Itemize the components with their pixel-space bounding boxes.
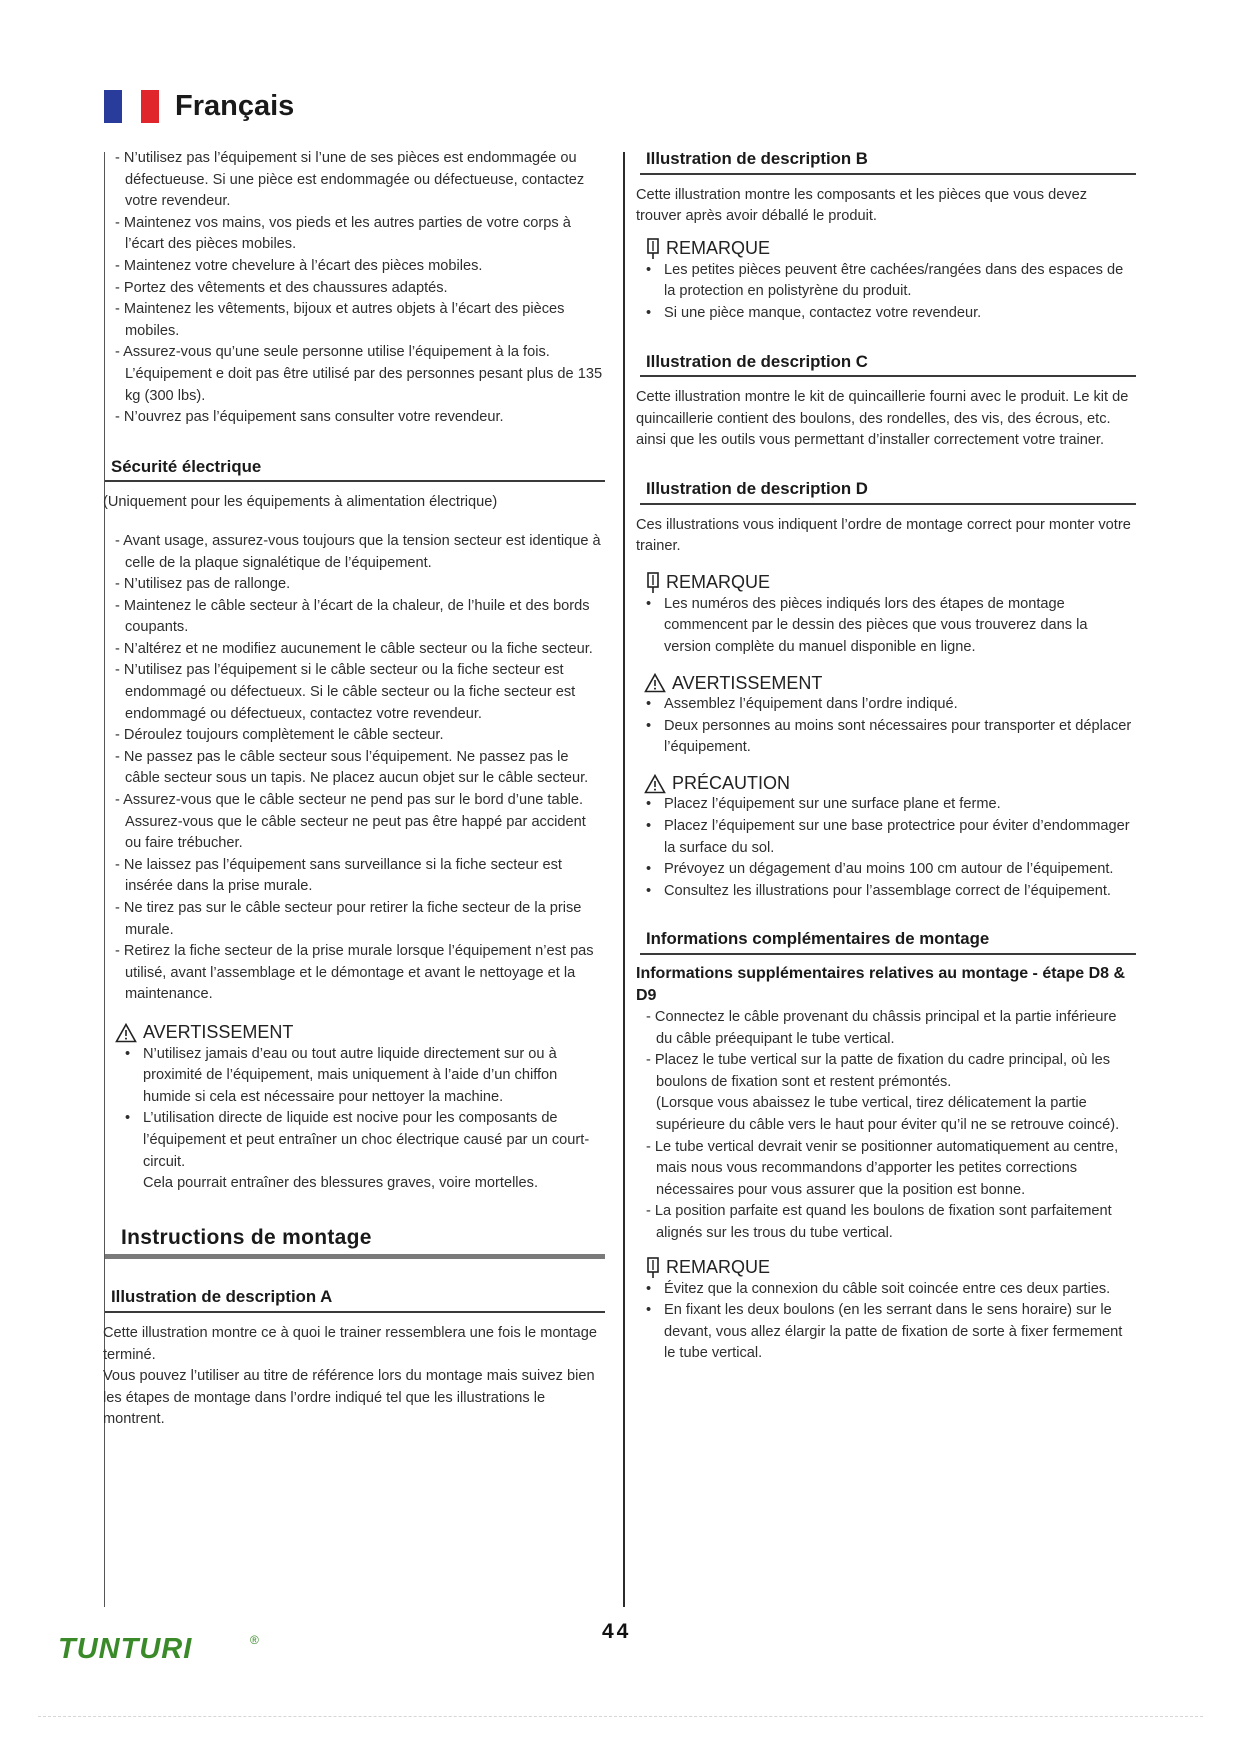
list-item: • Placez l’équipement sur une base protectrice pour éviter d’endommager la surface du sol. [636, 816, 1136, 859]
warning-list [115, 1044, 605, 1195]
list-item: - Ne tirez pas sur le câble secteur pour retirer la fiche secteur de la prise murale. [115, 898, 605, 941]
list-item: - N’altérez et ne modifiez aucunement le câble secteur ou la fiche secteur. [115, 639, 605, 661]
list-item: - Maintenez les vêtements, bijoux et autres objets à l’écart des pièces mobiles. [115, 299, 605, 342]
list-item: • Les numéros des pièces indiqués lors des étapes de montage commencent par le dessin des pièces que vous trouverez dans la version complète du manuel disponible en ligne. [636, 594, 1136, 659]
page-header [104, 90, 294, 123]
list-item: - N’utilisez pas l’équipement si l’une de ses pièces est endommagée ou défectueuse. Si une pièce est endommagée ou défectueuse, contactez votre revendeur. [115, 148, 605, 213]
column-divider [623, 152, 625, 1607]
section-title-illustration-d: Illustration de description D [640, 478, 1136, 505]
list-item: - Retirez la fiche secteur de la prise murale lorsque l’équipement n’est pas utilisé, avant l’assemblage et le démontage et avant le nettoyage et la maintenance. [115, 941, 605, 1006]
list-item: - Maintenez votre chevelure à l’écart des pièces mobiles. [115, 256, 605, 278]
list-item: • En fixant les deux boulons (en les serrant dans le sens horaire) sur le devant, vous allez élargir la patte de fixation de sorte à fixer fermement le tube vertical. [636, 1300, 1136, 1365]
right-column [636, 148, 1136, 1365]
illustration-a-text: Cette illustration montre ce à quoi le trainer ressemblera une fois le montage terminé. [103, 1324, 598, 1363]
section-title-illustration-a: Illustration de description A [105, 1286, 605, 1313]
safety-list [115, 148, 605, 429]
list-item: - N’utilisez pas l’équipement si le câble secteur ou la fiche secteur est endommagé ou défectueux. Si le câble secteur ou la fiche secteur est endommagé ou défectueux, contactez votre revendeur. [115, 660, 605, 725]
list-item: - Connectez le câble provenant du châssis principal et la partie inférieure du câble préequipant le tube vertical. [646, 1007, 1136, 1050]
warning-heading [115, 1022, 605, 1044]
extra-info-list [636, 1007, 1136, 1245]
list-item: - Assurez-vous qu’une seule personne utilise l’équipement à la fois. L’équipement e doit pas être utilisé par des personnes pesant plus de 135 kg (300 lbs). [115, 342, 605, 407]
page-bottom-rule [38, 1716, 1203, 1717]
warning-list [636, 694, 1136, 759]
caution-heading [644, 773, 1136, 795]
list-item: • Placez l’équipement sur une surface plane et ferme. [636, 794, 1136, 816]
illustration-a-text-2: Vous pouvez l’utiliser au titre de référence lors du montage mais suivez bien les étapes de montage dans l’ordre indiqué tel que les illustrations le montrent. [103, 1368, 595, 1428]
list-item: • L’utilisation directe de liquide est nocive pour les composants de l’équipement et peut entraîner un choc électrique causé par un court-circuit. [115, 1108, 605, 1173]
list-item: - Placez le tube vertical sur la patte de fixation du cadre principal, où les boulons de fixation sont et restent prémontés. [646, 1050, 1136, 1093]
list-item: - Assurez-vous que le câble secteur ne pend pas sur le bord d’une table. Assurez-vous que le câble secteur ne peut pas être happé par accident ou faire trébucher. [115, 790, 605, 855]
extra-info-subtitle: Informations supplémentaires relatives au montage - étape D8 & D9 [636, 965, 1126, 1005]
list-item: • Deux personnes au moins sont nécessaires pour transporter et déplacer l’équipement. [636, 716, 1136, 759]
note-list [636, 594, 1136, 659]
warning-label: AVERTISSEMENT [143, 1021, 294, 1042]
section-title-extra-info: Informations complémentaires de montage [640, 928, 1136, 955]
illustration-b-text: Cette illustration montre les composants et les pièces que vous devez trouver après avoir déballé le produit. [636, 186, 1088, 225]
note-heading [646, 1257, 1136, 1279]
caution-triangle-icon [644, 774, 666, 794]
list-item: - Ne laissez pas l’équipement sans surveillance si la fiche secteur est insérée dans la prise murale. [115, 855, 605, 898]
note-list [636, 260, 1136, 325]
note-heading [646, 238, 1136, 260]
caution-list [636, 794, 1136, 902]
list-item: - Ne passez pas le câble secteur sous l’équipement. Ne passez pas le câble secteur sous un tapis. Ne placez aucun objet sur le câble secteur. [115, 747, 605, 790]
list-item: - Portez des vêtements et des chaussures adaptés. [115, 278, 605, 300]
list-item-note: (Lorsque vous abaissez le tube vertical, tirez délicatement la partie supérieure du câble vers le haut pour éviter qu’il ne se retrouve coincé). [656, 1095, 1120, 1133]
tunturi-logo [58, 1628, 268, 1673]
assembly-instructions-title: Instructions de montage [105, 1227, 605, 1260]
note-label: REMARQUE [666, 237, 771, 258]
french-flag-icon [104, 90, 159, 123]
registered-mark: ® [250, 1633, 259, 1647]
list-item: - N’ouvrez pas l’équipement sans consulter votre revendeur. [115, 407, 605, 429]
list-item: - La position parfaite est quand les boulons de fixation sont parfaitement alignés sur les trous du tube vertical. [646, 1201, 1136, 1244]
left-column [103, 148, 605, 1431]
note-list [636, 1279, 1136, 1365]
section-title-illustration-c: Illustration de description C [640, 351, 1136, 378]
list-item: • Évitez que la connexion du câble soit coincée entre ces deux parties. [636, 1279, 1136, 1301]
list-item: - Avant usage, assurez-vous toujours que la tension secteur est identique à celle de la plaque signalétique de l’équipement. [115, 531, 605, 574]
list-item: - Maintenez le câble secteur à l’écart de la chaleur, de l’huile et des bords coupants. [115, 596, 605, 639]
warning-extra: Cela pourrait entraîner des blessures graves, voire mortelles. [143, 1175, 539, 1192]
list-item: - N’utilisez pas de rallonge. [115, 574, 605, 596]
tunturi-logo-mark [58, 1628, 268, 1668]
language-title: Français [175, 90, 295, 122]
note-pin-icon [646, 238, 660, 260]
caution-label: PRÉCAUTION [672, 772, 791, 793]
illustration-d-text: Ces illustrations vous indiquent l’ordre de montage correct pour monter votre trainer. [636, 516, 1131, 555]
list-item: • Les petites pièces peuvent être cachées/rangées dans des espaces de la protection en polistyrène du produit. [636, 260, 1136, 303]
illustration-c-text: Cette illustration montre le kit de quincaillerie fourni avec le produit. Le kit de quincaillerie contient des boulons, des rondelles, des vis, des écrous, etc. ainsi que les outils vous permettant d’installer correctement votre trainer. [636, 389, 1129, 449]
electrical-subtitle: (Uniquement pour les équipements à alimentation électrique) [103, 494, 498, 511]
section-title-illustration-b: Illustration de description B [640, 148, 1136, 175]
note-label: REMARQUE [666, 1256, 771, 1277]
list-item: • Assemblez l’équipement dans l’ordre indiqué. [636, 694, 1136, 716]
warning-triangle-icon [644, 673, 666, 693]
page-number: 44 [602, 1620, 632, 1643]
warning-label: AVERTISSEMENT [672, 672, 823, 693]
section-title-electrical: Sécurité électrique [105, 456, 605, 483]
warning-heading [644, 673, 1136, 695]
note-heading [646, 572, 1136, 594]
list-item: - Déroulez toujours complètement le câble secteur. [115, 725, 605, 747]
note-pin-icon [646, 572, 660, 594]
note-label: REMARQUE [666, 571, 771, 592]
warning-triangle-icon [115, 1023, 137, 1043]
list-item: • N’utilisez jamais d’eau ou tout autre liquide directement sur ou à proximité de l’équipement, mais uniquement à l’aide d’un chiffon humide si cela est nécessaire pour nettoyer la machine. [115, 1044, 605, 1109]
brand-text: TUNTURI [58, 1633, 193, 1665]
electrical-list [115, 531, 605, 1006]
list-item: - Maintenez vos mains, vos pieds et les autres parties de votre corps à l’écart des pièces mobiles. [115, 213, 605, 256]
list-item: • Prévoyez un dégagement d’au moins 100 cm autour de l’équipement. [636, 859, 1136, 881]
list-item: • Consultez les illustrations pour l’assemblage correct de l’équipement. [636, 881, 1136, 903]
list-item: • Si une pièce manque, contactez votre revendeur. [636, 303, 1136, 325]
note-pin-icon [646, 1257, 660, 1279]
list-item: - Le tube vertical devrait venir se positionner automatiquement au centre, mais nous vous recommandons d’apporter les petites corrections nécessaires pour vous assurer que la position est bonne. [646, 1137, 1136, 1202]
